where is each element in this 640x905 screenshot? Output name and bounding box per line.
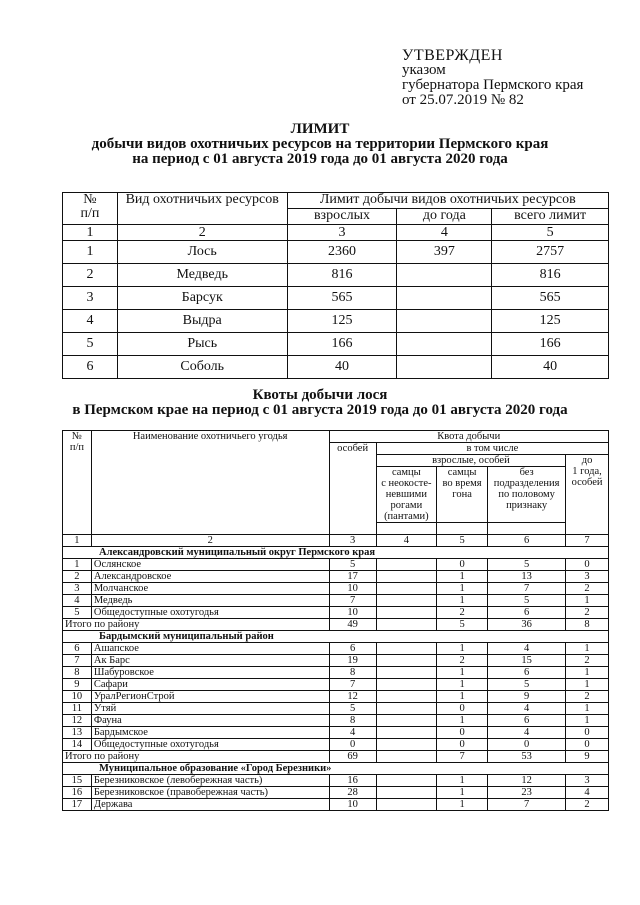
- limit-cell-n: 4: [63, 310, 118, 333]
- limit-header-total: всего лимит: [492, 209, 609, 225]
- quota-cell-c2: 1: [436, 643, 487, 655]
- quota-cell-c3: 23: [488, 787, 566, 799]
- quota-cell-number: 5: [63, 607, 92, 619]
- limit-cell-young: [397, 287, 492, 310]
- quota-column-number: 6: [488, 535, 566, 547]
- quota-cell-young: 4: [566, 787, 609, 799]
- quota-cell-c2: 2: [436, 607, 487, 619]
- quota-cell-c3: 6: [488, 715, 566, 727]
- quota-section-title: Муниципальное образование «Город Березники»: [63, 763, 609, 775]
- quota-section-title: Бардымский муниципальный район: [63, 631, 609, 643]
- quota-column-numbers: [63, 535, 609, 547]
- limit-title: ЛИМИТ: [290, 121, 350, 137]
- quota-cell-young: 2: [566, 691, 609, 703]
- quota-cell-number: 16: [63, 787, 92, 799]
- quota-cell-young: 1: [566, 715, 609, 727]
- quota-cell-name: УралРегионСтрой: [91, 691, 329, 703]
- quota-row: [63, 787, 609, 799]
- quota-cell-young: 1: [566, 703, 609, 715]
- quota-row: [63, 667, 609, 679]
- quota-subtotal-label: Итого по району: [63, 751, 330, 763]
- quota-cell-c3: 6: [488, 667, 566, 679]
- quota-cell-number: 8: [63, 667, 92, 679]
- quota-cell-total: 5: [329, 559, 376, 571]
- quota-cell-young: 1: [566, 667, 609, 679]
- quota-cell-c3: 4: [488, 703, 566, 715]
- quota-cell-total: 10: [329, 607, 376, 619]
- quota-subtotal-total: 69: [329, 751, 376, 763]
- quota-cell-young: 3: [566, 571, 609, 583]
- quota-cell-name: Фауна: [91, 715, 329, 727]
- quota-cell-total: 12: [329, 691, 376, 703]
- quota-cell-c2: 0: [436, 703, 487, 715]
- quota-cell-c1: [376, 787, 436, 799]
- quota-column-number: 1: [63, 535, 92, 547]
- quota-cell-name: Ашапское: [91, 643, 329, 655]
- quota-header-no-sex: без подразделения по половому признаку: [488, 467, 566, 523]
- limit-row: [63, 287, 609, 310]
- limit-table: [62, 192, 609, 379]
- quota-cell-c1: [376, 583, 436, 595]
- limit-cell-adults: 816: [287, 264, 397, 287]
- limit-cell-n: 2: [63, 264, 118, 287]
- limit-header-adults: взрослых: [287, 209, 397, 225]
- quota-cell-name: Ослянское: [91, 559, 329, 571]
- quota-cell-number: 17: [63, 799, 92, 811]
- quota-cell-number: 7: [63, 655, 92, 667]
- quota-cell-number: 13: [63, 727, 92, 739]
- limit-column-number: 4: [397, 225, 492, 241]
- quota-cell-total: 16: [329, 775, 376, 787]
- limit-header-group: Лимит добычи видов охотничьих ресурсов: [287, 193, 608, 209]
- quota-cell-young: 2: [566, 607, 609, 619]
- quota-cell-total: 10: [329, 583, 376, 595]
- quota-cell-total: 0: [329, 739, 376, 751]
- quota-cell-number: 14: [63, 739, 92, 751]
- quota-cell-name: Общедоступные охотугодья: [91, 607, 329, 619]
- quota-title: Квоты добычи лося: [252, 387, 388, 403]
- quota-subtotal-total: 49: [329, 619, 376, 631]
- limit-cell-n: 3: [63, 287, 118, 310]
- quota-row: [63, 595, 609, 607]
- limit-header-young: до года: [397, 209, 492, 225]
- quota-subtotal-young: 9: [566, 751, 609, 763]
- limit-cell-young: [397, 356, 492, 379]
- quota-cell-c2: 0: [436, 739, 487, 751]
- quota-cell-name: Березниковское (правобережная часть): [91, 787, 329, 799]
- limit-cell-total: 565: [492, 287, 609, 310]
- quota-cell-total: 4: [329, 727, 376, 739]
- quota-subtitle: в Пермском крае на период с 01 августа 2019 года до 01 августа 2020 года: [72, 402, 568, 418]
- limit-cell-n: 1: [63, 241, 118, 264]
- limit-column-number: 2: [117, 225, 287, 241]
- limit-column-number: 3: [287, 225, 397, 241]
- quota-cell-c2: 1: [436, 679, 487, 691]
- quota-cell-young: 1: [566, 595, 609, 607]
- quota-cell-number: 6: [63, 643, 92, 655]
- quota-cell-total: 6: [329, 643, 376, 655]
- approval-line-decree: указом: [402, 62, 446, 78]
- quota-cell-c3: 5: [488, 679, 566, 691]
- quota-cell-name: Шабуровское: [91, 667, 329, 679]
- quota-cell-number: 4: [63, 595, 92, 607]
- quota-cell-c1: [376, 607, 436, 619]
- quota-cell-number: 2: [63, 571, 92, 583]
- quota-cell-c1: [376, 595, 436, 607]
- quota-cell-c3: 4: [488, 727, 566, 739]
- limit-column-number: 1: [63, 225, 118, 241]
- limit-cell-young: 397: [397, 241, 492, 264]
- quota-cell-name: Медведь: [91, 595, 329, 607]
- quota-subtotal-row: [63, 619, 609, 631]
- limit-cell-total: 166: [492, 333, 609, 356]
- quota-subtotal-label: Итого по району: [63, 619, 330, 631]
- quota-cell-c3: 9: [488, 691, 566, 703]
- limit-row: [63, 310, 609, 333]
- quota-cell-c3: 7: [488, 799, 566, 811]
- quota-cell-c1: [376, 739, 436, 751]
- approval-title: УТВЕРЖДЕН: [402, 47, 503, 64]
- quota-cell-young: 2: [566, 583, 609, 595]
- quota-cell-c3: 13: [488, 571, 566, 583]
- quota-subtotal-c1: [376, 751, 436, 763]
- quota-cell-c3: 12: [488, 775, 566, 787]
- quota-cell-c1: [376, 715, 436, 727]
- quota-cell-young: 2: [566, 799, 609, 811]
- quota-cell-young: 0: [566, 727, 609, 739]
- quota-section-row: [63, 547, 609, 559]
- quota-cell-number: 15: [63, 775, 92, 787]
- quota-cell-c1: [376, 727, 436, 739]
- limit-column-numbers: [63, 225, 609, 241]
- quota-column-number: 5: [436, 535, 487, 547]
- quota-cell-young: 0: [566, 559, 609, 571]
- quota-cell-number: 12: [63, 715, 92, 727]
- limit-period: на период с 01 августа 2019 года до 01 августа 2020 года: [132, 151, 508, 167]
- quota-row: [63, 799, 609, 811]
- quota-cell-c2: 1: [436, 691, 487, 703]
- quota-cell-c3: 5: [488, 559, 566, 571]
- quota-cell-total: 8: [329, 715, 376, 727]
- approval-stamp: [402, 48, 583, 108]
- quota-header-males-rut: самцы во время гона: [436, 467, 487, 523]
- quota-cell-young: 1: [566, 643, 609, 655]
- quota-cell-c3: 0: [488, 739, 566, 751]
- quota-cell-total: 17: [329, 571, 376, 583]
- quota-cell-total: 19: [329, 655, 376, 667]
- quota-header-including: в том числе: [376, 443, 608, 455]
- quota-column-number: 4: [376, 535, 436, 547]
- quota-cell-number: 3: [63, 583, 92, 595]
- limit-cell-name: Выдра: [117, 310, 287, 333]
- quota-cell-c3: 4: [488, 643, 566, 655]
- quota-cell-c2: 1: [436, 583, 487, 595]
- limit-header-number: № п/п: [63, 193, 118, 225]
- quota-cell-c1: [376, 667, 436, 679]
- quota-cell-name: Держава: [91, 799, 329, 811]
- quota-row: [63, 691, 609, 703]
- limit-cell-name: Медведь: [117, 264, 287, 287]
- quota-cell-c1: [376, 799, 436, 811]
- quota-cell-name: Общедоступные охотугодья: [91, 739, 329, 751]
- quota-subtotal-c2: 5: [436, 619, 487, 631]
- quota-row: [63, 679, 609, 691]
- quota-cell-c3: 6: [488, 607, 566, 619]
- limit-cell-total: 125: [492, 310, 609, 333]
- quota-cell-name: Ак Барс: [91, 655, 329, 667]
- quota-cell-number: 11: [63, 703, 92, 715]
- quota-cell-c2: 1: [436, 799, 487, 811]
- quota-cell-total: 10: [329, 799, 376, 811]
- quota-column-number: 7: [566, 535, 609, 547]
- quota-row: [63, 739, 609, 751]
- limit-cell-adults: 125: [287, 310, 397, 333]
- quota-row: [63, 655, 609, 667]
- quota-column-number: 2: [91, 535, 329, 547]
- quota-cell-c3: 15: [488, 655, 566, 667]
- quota-heading: [0, 388, 640, 418]
- limit-row: [63, 333, 609, 356]
- quota-cell-c1: [376, 703, 436, 715]
- quota-subtotal-c1: [376, 619, 436, 631]
- quota-cell-c2: 1: [436, 787, 487, 799]
- quota-cell-c3: 7: [488, 583, 566, 595]
- limit-row: [63, 264, 609, 287]
- quota-table: [62, 430, 609, 811]
- limit-cell-n: 6: [63, 356, 118, 379]
- quota-header-adults: взрослые, особей: [376, 455, 565, 467]
- limit-row: [63, 241, 609, 264]
- limit-cell-adults: 2360: [287, 241, 397, 264]
- quota-section-row: [63, 631, 609, 643]
- limit-cell-name: Соболь: [117, 356, 287, 379]
- quota-row: [63, 703, 609, 715]
- quota-cell-c2: 1: [436, 595, 487, 607]
- quota-cell-c1: [376, 655, 436, 667]
- limit-cell-young: [397, 310, 492, 333]
- limit-cell-name: Лось: [117, 241, 287, 264]
- quota-section-title: Александровский муниципальный округ Пермского края: [63, 547, 609, 559]
- quota-subtotal-c2: 7: [436, 751, 487, 763]
- limit-cell-adults: 565: [287, 287, 397, 310]
- quota-cell-total: 28: [329, 787, 376, 799]
- quota-header-quota: Квота добычи: [329, 431, 608, 443]
- quota-row: [63, 583, 609, 595]
- quota-cell-c2: 1: [436, 571, 487, 583]
- limit-cell-total: 816: [492, 264, 609, 287]
- quota-header-ground: Наименование охотничьего угодья: [91, 431, 329, 535]
- quota-cell-c2: 0: [436, 559, 487, 571]
- quota-subtotal-c3: 36: [488, 619, 566, 631]
- quota-cell-total: 5: [329, 703, 376, 715]
- limit-cell-name: Рысь: [117, 333, 287, 356]
- quota-cell-young: 0: [566, 739, 609, 751]
- quota-header-number: № п/п: [63, 431, 92, 535]
- quota-cell-number: 9: [63, 679, 92, 691]
- quota-header-persons: особей: [329, 443, 376, 535]
- quota-cell-young: 1: [566, 679, 609, 691]
- quota-row: [63, 643, 609, 655]
- limit-cell-young: [397, 333, 492, 356]
- quota-section-row: [63, 763, 609, 775]
- quota-row: [63, 727, 609, 739]
- quota-cell-c2: 1: [436, 715, 487, 727]
- quota-cell-total: 7: [329, 679, 376, 691]
- quota-column-number: 3: [329, 535, 376, 547]
- quota-subtotal-young: 8: [566, 619, 609, 631]
- limit-cell-n: 5: [63, 333, 118, 356]
- quota-cell-name: Александровское: [91, 571, 329, 583]
- quota-cell-name: Утяй: [91, 703, 329, 715]
- quota-cell-total: 7: [329, 595, 376, 607]
- quota-cell-c2: 2: [436, 655, 487, 667]
- quota-cell-c2: 1: [436, 667, 487, 679]
- limit-header-species: Вид охотничьих ресурсов: [117, 193, 287, 225]
- quota-header-males-antlers: самцы с неокосте- невшими рогами (пантами): [376, 467, 436, 523]
- limit-cell-young: [397, 264, 492, 287]
- limit-heading: [0, 122, 640, 167]
- quota-row: [63, 607, 609, 619]
- quota-cell-young: 2: [566, 655, 609, 667]
- quota-subtotal-c3: 53: [488, 751, 566, 763]
- limit-cell-total: 2757: [492, 241, 609, 264]
- quota-cell-c1: [376, 691, 436, 703]
- quota-cell-c1: [376, 775, 436, 787]
- limit-cell-name: Барсук: [117, 287, 287, 310]
- quota-cell-number: 10: [63, 691, 92, 703]
- quota-cell-c1: [376, 643, 436, 655]
- limit-cell-adults: 40: [287, 356, 397, 379]
- quota-header-young: до 1 года, особей: [566, 455, 609, 535]
- quota-row: [63, 775, 609, 787]
- limit-cell-adults: 166: [287, 333, 397, 356]
- quota-cell-c1: [376, 571, 436, 583]
- quota-cell-c3: 5: [488, 595, 566, 607]
- quota-subtotal-row: [63, 751, 609, 763]
- limit-column-number: 5: [492, 225, 609, 241]
- quota-row: [63, 715, 609, 727]
- approval-line-date: от 25.07.2019 № 82: [402, 92, 524, 108]
- quota-cell-name: Бардымское: [91, 727, 329, 739]
- quota-cell-total: 8: [329, 667, 376, 679]
- limit-cell-total: 40: [492, 356, 609, 379]
- quota-row: [63, 571, 609, 583]
- limit-subtitle: добычи видов охотничьих ресурсов на территории Пермского края: [91, 136, 549, 152]
- limit-row: [63, 356, 609, 379]
- quota-cell-c2: 1: [436, 775, 487, 787]
- quota-cell-name: Сафари: [91, 679, 329, 691]
- quota-cell-number: 1: [63, 559, 92, 571]
- quota-cell-c1: [376, 679, 436, 691]
- quota-cell-c1: [376, 559, 436, 571]
- quota-cell-young: 3: [566, 775, 609, 787]
- quota-cell-c2: 0: [436, 727, 487, 739]
- quota-row: [63, 559, 609, 571]
- quota-cell-name: Молчанское: [91, 583, 329, 595]
- approval-line-governor: губернатора Пермского края: [402, 77, 584, 93]
- quota-cell-name: Березниковское (левобережная часть): [91, 775, 329, 787]
